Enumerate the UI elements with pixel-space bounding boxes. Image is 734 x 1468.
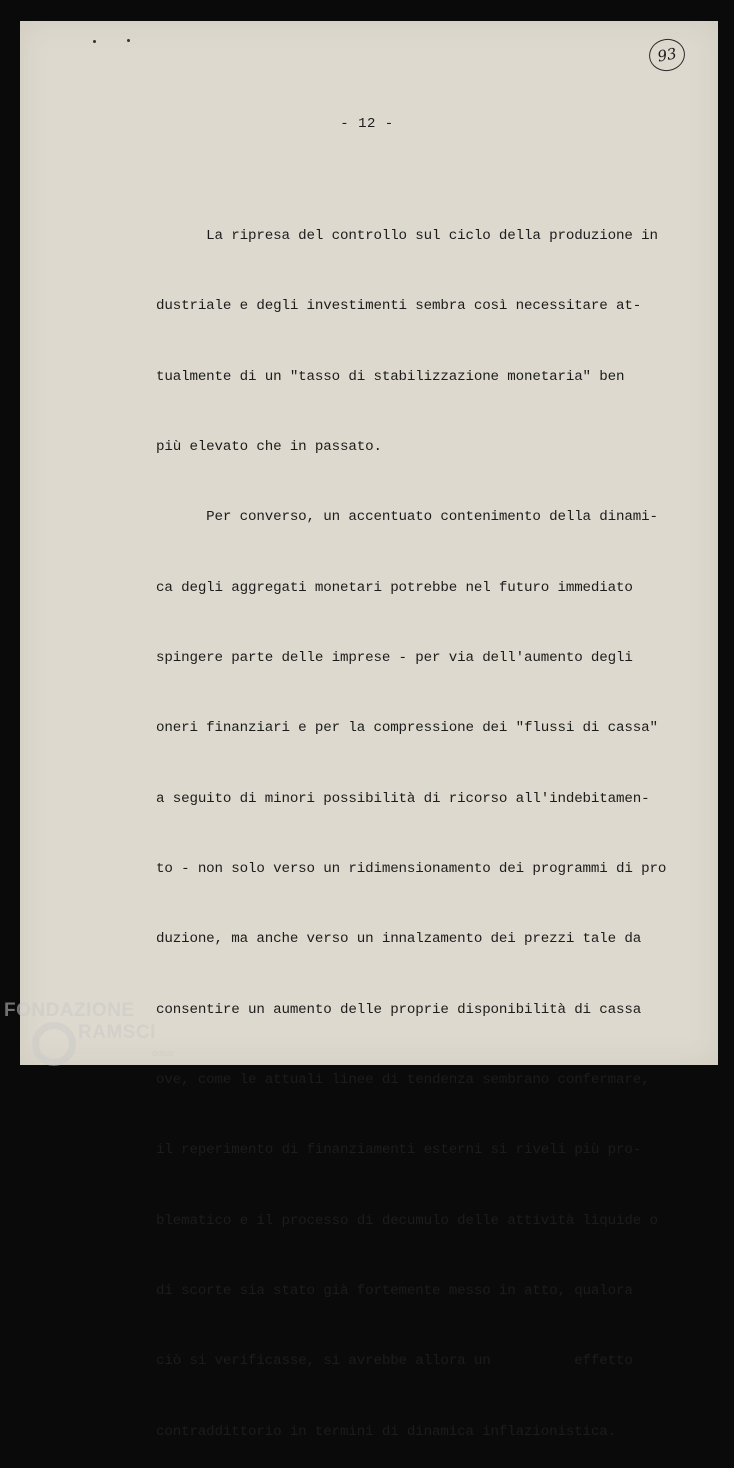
text-line: dustriale e degli investimenti sembra così necessitare at-: [156, 298, 642, 315]
typed-text-body: [156, 178, 666, 1468]
text-line: La ripresa del controllo sul ciclo della produzione in: [156, 227, 658, 244]
text-line: ca degli aggregati monetari potrebbe nel futuro immediato: [156, 579, 633, 596]
text-line: oneri finanziari e per la compressione dei "flussi di cassa": [156, 720, 658, 737]
text-line: ove, come le attuali linee di tendenza sembrano confermare,: [156, 1072, 650, 1089]
text-line: consentire un aumento delle proprie disponibilità di cassa: [156, 1001, 642, 1018]
text-line: duzione, ma anche verso un innalzamento dei prezzi tale da: [156, 931, 642, 948]
watermark-g-logo-icon: [32, 1022, 76, 1066]
text-line: a seguito di minori possibilità di ricorso all'indebitamen-: [156, 790, 650, 807]
punch-mark: [93, 40, 96, 43]
text-line: Per converso, un accentuato contenimento della dinami-: [156, 509, 658, 526]
text-line: più elevato che in passato.: [156, 438, 382, 455]
watermark-line1: FONDAZIONE: [4, 1000, 135, 1021]
text-line: ciò si verificasse, si avrebbe allora un effetto: [156, 1353, 633, 1370]
text-line: di scorte sia stato già fortemente messo in atto, qualora: [156, 1283, 633, 1300]
text-line: contraddittorio in termini di dinamica inflazionistica.: [156, 1423, 617, 1440]
text-line: il reperimento di finanziamenti esterni si riveli più pro-: [156, 1142, 642, 1159]
fondazione-gramsci-watermark: [4, 1000, 184, 1078]
text-line: tualmente di un "tasso di stabilizzazione monetaria" ben: [156, 368, 625, 385]
watermark-onlus: onlus: [152, 1048, 174, 1058]
punch-mark: [127, 39, 130, 42]
page-number: - 12 -: [340, 116, 394, 132]
watermark-line2: RAMSCI: [78, 1022, 156, 1043]
handwritten-page-annotation: 93: [646, 36, 687, 74]
text-line: blematico e il processo di decumulo delle attività liquide o: [156, 1212, 658, 1229]
text-line: to - non solo verso un ridimensionamento dei programmi di pro: [156, 861, 667, 877]
text-line: spingere parte delle imprese - per via dell'aumento degli: [156, 649, 633, 666]
